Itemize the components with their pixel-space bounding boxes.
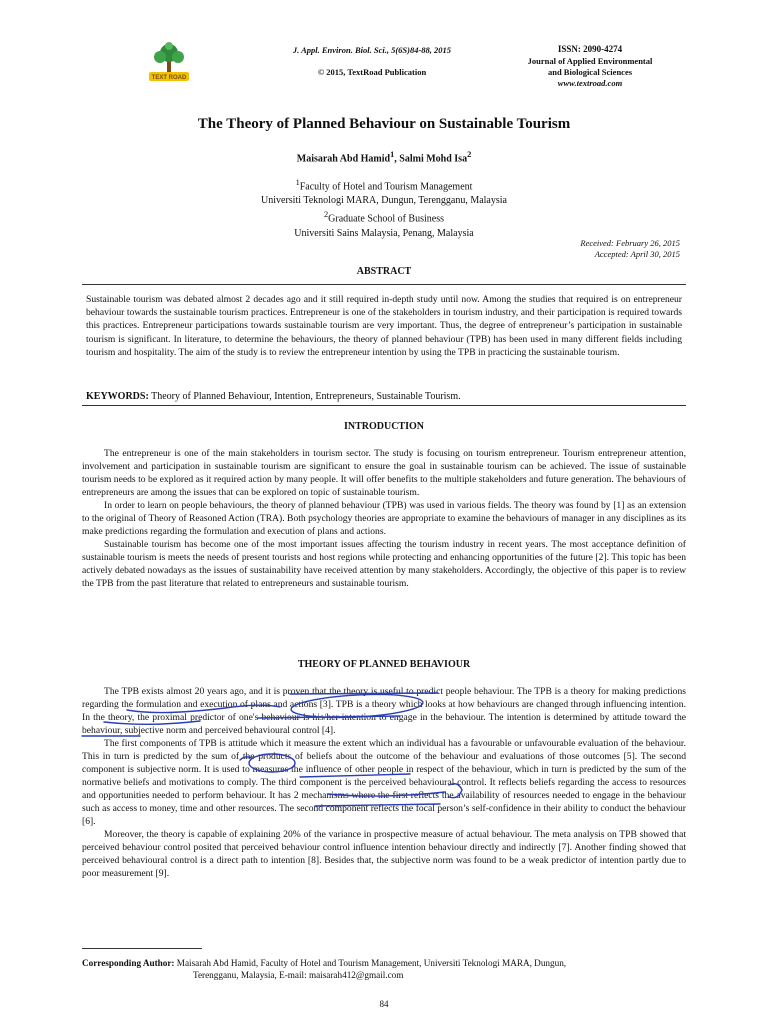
intro-paragraph-2: In order to learn on people behaviours, the theory of planned behaviour (TPB) was used in various fields. The theory was found by [1] as an extension to the original of Theory of Reasoned Action (TRA). Both psychology theories are appropriate to examine the behaviours of manager in any disciplines as its make predictions regarding the formulation and execution of plans and actions. [82, 500, 686, 537]
author-separator: , [394, 153, 400, 165]
copyright-line: © 2015, TextRoad Publication [317, 67, 427, 77]
introduction-heading: INTRODUCTION [343, 421, 424, 432]
author-2-sup: 2 [467, 150, 472, 159]
journal-info-block [490, 44, 690, 89]
keywords-list: Theory of Planned Behaviour, Intention, Entrepreneurs, Sustainable Tourism. [148, 391, 461, 402]
accepted-date: Accepted: April 30, 2015 [594, 249, 680, 259]
affil-1-inst: Universiti Teknologi MARA, Dungun, Terengganu, Malaysia [261, 195, 507, 207]
keywords-line [86, 391, 686, 402]
intro-paragraph-3: Sustainable tourism has become one of the most important issues affecting the tourism industry in recent years. The most acceptance definition of sustainable tourism is meets the needs of present tourists and host regions while protecting and enhancing opportunities of the future [2]. This topic has been actively debated nowadays as the issues of sustainability have received attention by many stakeholders. Accordingly, the objective of this paper is to review the TPB from the past literature that related to entrepreneurs and sustainable tourism. [82, 539, 686, 589]
issn: ISSN: 2090-4274 [557, 44, 623, 54]
author-1-sup: 1 [390, 150, 395, 159]
affil-1-sup: 1 [295, 178, 300, 187]
logo-text: TEXT ROAD [151, 75, 187, 81]
abstract-bottom-rule [82, 405, 686, 406]
corresponding-label: Corresponding Author: [82, 958, 175, 968]
tpb-paragraph-1: The TPB exists almost 20 years ago, and it is proven that the theory is useful to predict people behaviour. The TPB is a theory for making predictions regarding the formulation and execution of plans and actions [3]. TPB is a theory which looks at how behaviours are changed through influencing intention. In the theory, the proximal predictor of one's behaviour is his/her intention to engage in the behaviour. The intention is determined by attitude toward the behaviour, subjective norm and perceived behavioural control [4]. [82, 686, 686, 736]
intro-paragraph-1: The entrepreneur is one of the main stakeholders in tourism sector. The study is focusing on tourism entrepreneur. Tourism entrepreneur attention, involvement and participation in sustainable tourism are significant to ensure the goal in sustainable tourism can be achieved. The issue of sustainable tourism needs to be explored as it required action by many people. It will offer benefits to the multiple stakeholders and future generation. The behaviours of entrepreneurs are among the issues that can be explored on topic of sustainable tourism. [82, 448, 686, 498]
tpb-paragraph-3: Moreover, the theory is capable of explaining 20% of the variance in prospective measure of actual behaviour. The meta analysis on TPB showed that perceived behaviour control posited that perceived behaviour control influence intention behaviour directly and indirectly [7]. Another finding showed that perceived behavioural control is a direct path to intention [8]. Besides that, the subjective norm was found to be a weak predictor of intention partly due to poor measurement [9]. [82, 829, 686, 879]
page-number: 84 [379, 999, 389, 1009]
journal-name-line1: Journal of Applied Environmental [527, 56, 653, 66]
keywords-label: KEYWORDS: [86, 391, 149, 402]
author-1: Maisarah Abd Hamid [296, 153, 391, 165]
author-list [0, 150, 768, 164]
tpb-paragraph-2: The first components of TPB is attitude which it measure the extent which an individual has a favourable or unfavourable evaluation of the behaviour. This in turn is predicted by the sum of the products of beliefs about the outcome of the behaviour and evaluations of those outcomes [5]. The second component is subjective norm. It is used to measures the influence of other people in respect of the behaviour, which in turn is predicted by the sum of the normative beliefs and motivations to comply. The third component is the perceived behavioural control. It reflects beliefs regarding the access to resources and opportunities needed to perform behaviour. It has 2 mechanisms where the first reflects the availability of resources needed to engage in the behaviour such as access to money, time and other resources. The second component reflects the focal person’s self-confidence in their ability to conduct the behaviour [6]. [82, 738, 686, 827]
affil-2-dept: Graduate School of Business [328, 213, 444, 225]
corresponding-line-1: Maisarah Abd Hamid, Faculty of Hotel and Tourism Management, Universiti Teknologi MARA, Dungun, [174, 958, 567, 968]
paper-title: The Theory of Planned Behaviour on Sustainable Tourism [197, 116, 571, 132]
journal-citation: J. Appl. Environ. Biol. Sci., 5(6S)84-88, 2015 [292, 45, 452, 55]
affil-1-dept: Faculty of Hotel and Tourism Management [299, 181, 473, 193]
textroad-logo [143, 42, 195, 84]
abstract-top-rule [82, 284, 686, 285]
journal-name-line2: and Biological Sciences [547, 67, 633, 77]
received-date: Received: February 26, 2015 [580, 238, 680, 248]
affil-2-sup: 2 [324, 210, 329, 220]
affil-2-inst: Universiti Sains Malaysia, Penang, Malaysia [294, 227, 474, 239]
submission-dates [580, 238, 680, 260]
tpb-heading: THEORY OF PLANNED BEHAVIOUR [297, 659, 471, 670]
journal-website: www.textroad.com [557, 78, 623, 88]
affiliations [0, 176, 768, 241]
footnote-rule [82, 948, 202, 949]
tpb-body [82, 685, 686, 880]
abstract-heading: ABSTRACT [356, 266, 412, 277]
corresponding-author-note [82, 957, 688, 981]
author-2: Salmi Mohd Isa [399, 153, 468, 165]
abstract-text: Sustainable tourism was debated almost 2 decades ago and it still required in-depth study until now. Among the studies that required is on entrepreneur behaviour towards the sustainable tourism practices. Entrepreneur is one of the stakeholders in tourism industry, and their participation is required towards this practices. Entrepreneur participations towards sustainable tourism are very important. Thus, the degree of entrepreneur’s participation in sustainable tourism is significant. In literature, to determine the behaviours, the theory of planned behaviour (TPB) has been used in many different fields including tourism and hospitality. The aim of the study is to review the entrepreneur intention by using the TPB in practicing the sustainable tourism. [86, 294, 682, 358]
corresponding-line-2: Terengganu, Malaysia, E-mail: maisarah412@gmail.com [193, 970, 404, 980]
header-citation-block [262, 44, 482, 78]
introduction-body [82, 447, 686, 590]
